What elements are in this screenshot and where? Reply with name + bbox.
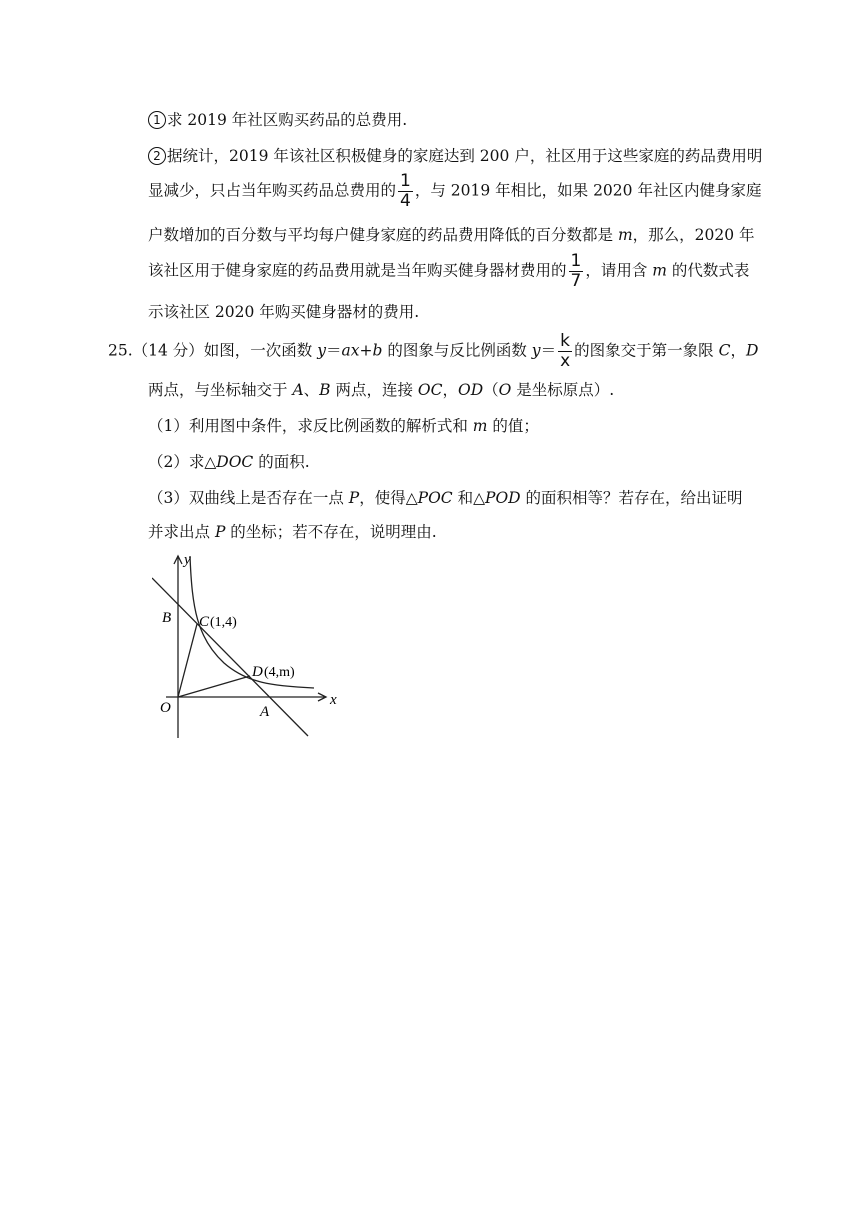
fraction-k-over-x [558,332,572,371]
q24-sub2-line3-a: 户数增加的百分数与平均每户健身家庭的药品费用降低的百分数都是 [148,226,618,244]
q25-part3-b: ，使得△ [359,489,418,507]
q25-part3-line2-a: 并求出点 [148,523,215,541]
q25-line1-c: 的图象交于第一象限 [574,341,719,360]
coordinate-figure [152,548,352,752]
fraction-one-quarter [398,172,413,211]
point-A: A [292,381,304,399]
q25-line2-c: 是坐标原点）. [511,381,615,399]
label-D: D [252,664,263,680]
q24-sub2-line4 [148,252,749,291]
q25-line2-a: 两点，与坐标轴交于 [148,381,293,399]
q24-sub2-line5-text: 示该社区 2020 年购买健身器材的费用. [148,303,420,321]
segment-OD: OD [458,381,484,399]
q25-line2 [148,380,614,400]
q25-line1-b: 的图象与反比例函数 [382,341,532,360]
point-C: C [718,341,731,360]
q24-sub2-line4-a: 该社区用于健身家庭的药品费用就是当年购买健身器材费用的 [148,261,567,280]
var-m: m [617,226,633,244]
q24-sub2-line2 [148,172,761,211]
q25-part3-a: （3）双曲线上是否存在一点 [148,489,349,507]
point-O: O [498,381,512,399]
q25-part1 [148,416,539,436]
linear-function-line [152,578,308,736]
q24-sub1 [148,110,407,130]
q25-part1-a: （1）利用图中条件，求反比例函数的解析式和 [148,417,473,435]
q24-sub2-line1-text: 据统计，2019 年该社区积极健身的家庭达到 200 户，社区用于这些家庭的药品费用明 [167,147,763,165]
var-b: b [372,341,383,360]
plus-sign: + [359,341,373,360]
var-y: y [531,341,541,360]
var-m: m [472,417,488,435]
triangle-POD: POD [485,489,521,507]
q25-part3-line1 [148,488,743,508]
q25-part2-b: 的面积. [253,453,310,471]
point-D: D [745,341,759,360]
q24-sub2-line2-b: ，与 2019 年相比，如果 2020 年社区内健身家庭 [414,181,762,200]
fraction-denominator: x [560,351,571,371]
separator: 、 [303,381,320,399]
q25-line1 [108,332,758,371]
fraction-denominator: 4 [400,191,411,211]
comma: ， [730,341,746,360]
point-P: P [214,523,226,541]
label-C: C [199,614,210,630]
q24-sub2-line3 [148,225,755,245]
q24-sub2-line4-c: 的代数式表 [666,261,750,280]
point-B: B [319,381,331,399]
var-y: y [317,341,326,360]
triangle-DOC: DOC [216,453,254,471]
q24-sub1-text: 求 2019 年社区购买药品的总费用. [167,111,408,129]
equals-sign: ＝ [540,341,557,360]
fraction-denominator: 7 [570,271,582,291]
fraction-one-seventh [569,252,584,291]
q24-sub2-line5 [148,302,419,322]
label-B: B [162,610,172,626]
label-C-coord: (1,4) [210,615,237,630]
fraction-numerator: 1 [570,251,582,271]
q25-line1-a: 25.（14 分）如图，一次函数 [108,341,318,360]
comma: ， [442,381,458,399]
q24-sub2-line2-a: 显减少，只占当年购买药品总费用的 [148,181,397,200]
q24-sub2-line4-b: ，请用含 [585,261,653,280]
q25-part3-line2-b: 的坐标；若不存在，说明理由. [225,523,437,541]
label-D-coord: (4,m) [264,665,295,680]
label-x: x [330,692,337,708]
equals-sign: ＝ [326,341,342,360]
segment-oc-line [178,624,197,697]
point-P: P [348,489,360,507]
circled-number-2: 2 [148,147,166,165]
figure-svg [152,548,352,748]
label-A: A [260,704,270,720]
fraction-numerator: 1 [400,171,411,191]
q25-part3-c: 和△ [452,489,486,507]
q24-sub2-line3-b: ，那么，2020 年 [632,226,755,244]
label-O: O [160,700,171,716]
var-m: m [652,261,667,280]
paren-open: （ [483,381,499,399]
q25-part2 [148,452,310,472]
segment-OC: OC [417,381,443,399]
fraction-numerator: k [558,332,572,352]
triangle-POC: POC [417,489,453,507]
segment-od-line [178,676,250,697]
var-ax: ax [341,341,360,360]
q24-sub2-line1 [148,146,762,166]
label-y: y [184,552,191,568]
circled-number-1: 1 [148,111,166,129]
q25-line2-b: 两点，连接 [330,381,418,399]
q25-part1-b: 的值； [487,417,539,435]
q25-part3-line2 [148,522,437,542]
q25-part3-d: 的面积相等？若存在，给出证明 [520,489,743,507]
q25-part2-a: （2）求△ [148,453,217,471]
